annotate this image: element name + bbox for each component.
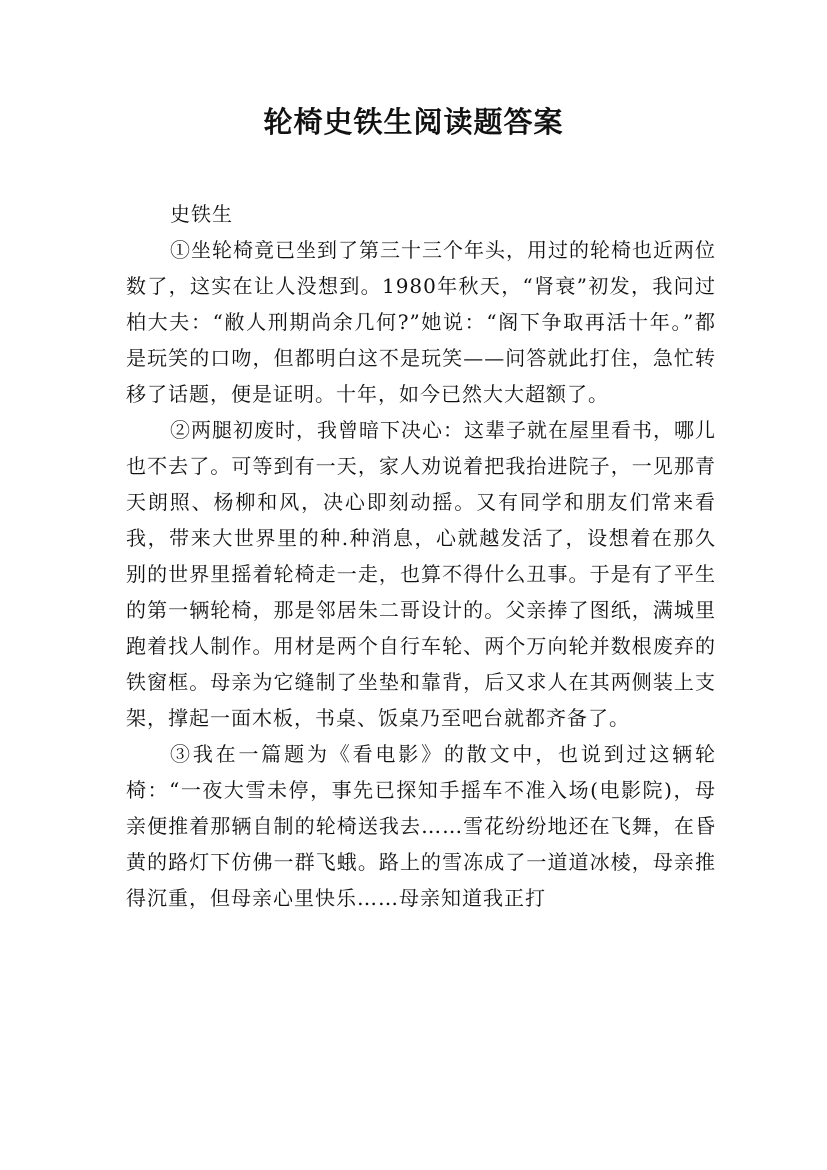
document-body xyxy=(126,196,716,916)
author-line: 史铁生 xyxy=(170,202,233,226)
document-title: 轮椅史铁生阅读题答案 xyxy=(263,105,564,139)
paragraph-3: ③我在一篇题为《看电影》的散文中，也说到过这辆轮椅：“一夜大雪未停，事先已探知手摇车不准入场(电影院)，母亲便推着那辆自制的轮椅送我去……雪花纷纷地还在飞舞，在昏黄的路灯下仿佛一群飞蛾。路上的雪冻成了一道道冰棱，母亲推得沉重，但母亲心里快乐……母亲知道我正打 xyxy=(126,742,716,910)
paragraph-2: ②两腿初废时，我曾暗下决心：这辈子就在屋里看书，哪儿也不去了。可等到有一天，家人劝说着把我抬进院子，一见那青天朗照、杨柳和风，决心即刻动摇。又有同学和朋友们常来看我，带来大世界里的种.种消息，心就越发活了，设想着在那久别的世界里摇着轮椅走一走，也算不得什么丑事。于是有了平生的第一辆轮椅，那是邻居朱二哥设计的。父亲捧了图纸，满城里跑着找人制作。用材是两个自行车轮、两个万向轮并数根废弃的铁窗框。母亲为它缝制了坐垫和靠背，后又求人在其两侧装上支架，撑起一面木板，书桌、饭桌乃至吧台就都齐备了。 xyxy=(126,418,716,730)
paragraph-1: ①坐轮椅竟已坐到了第三十三个年头，用过的轮椅也近两位数了，这实在让人没想到。1980年秋天，“肾衰”初发，我问过柏大夫：“敝人刑期尚余几何?”她说：“阁下争取再活十年。”都是玩笑的口吻，但都明白这不是玩笑——问答就此打住，急忙转移了话题，便是证明。十年，如今已然大大超额了。 xyxy=(126,238,716,406)
